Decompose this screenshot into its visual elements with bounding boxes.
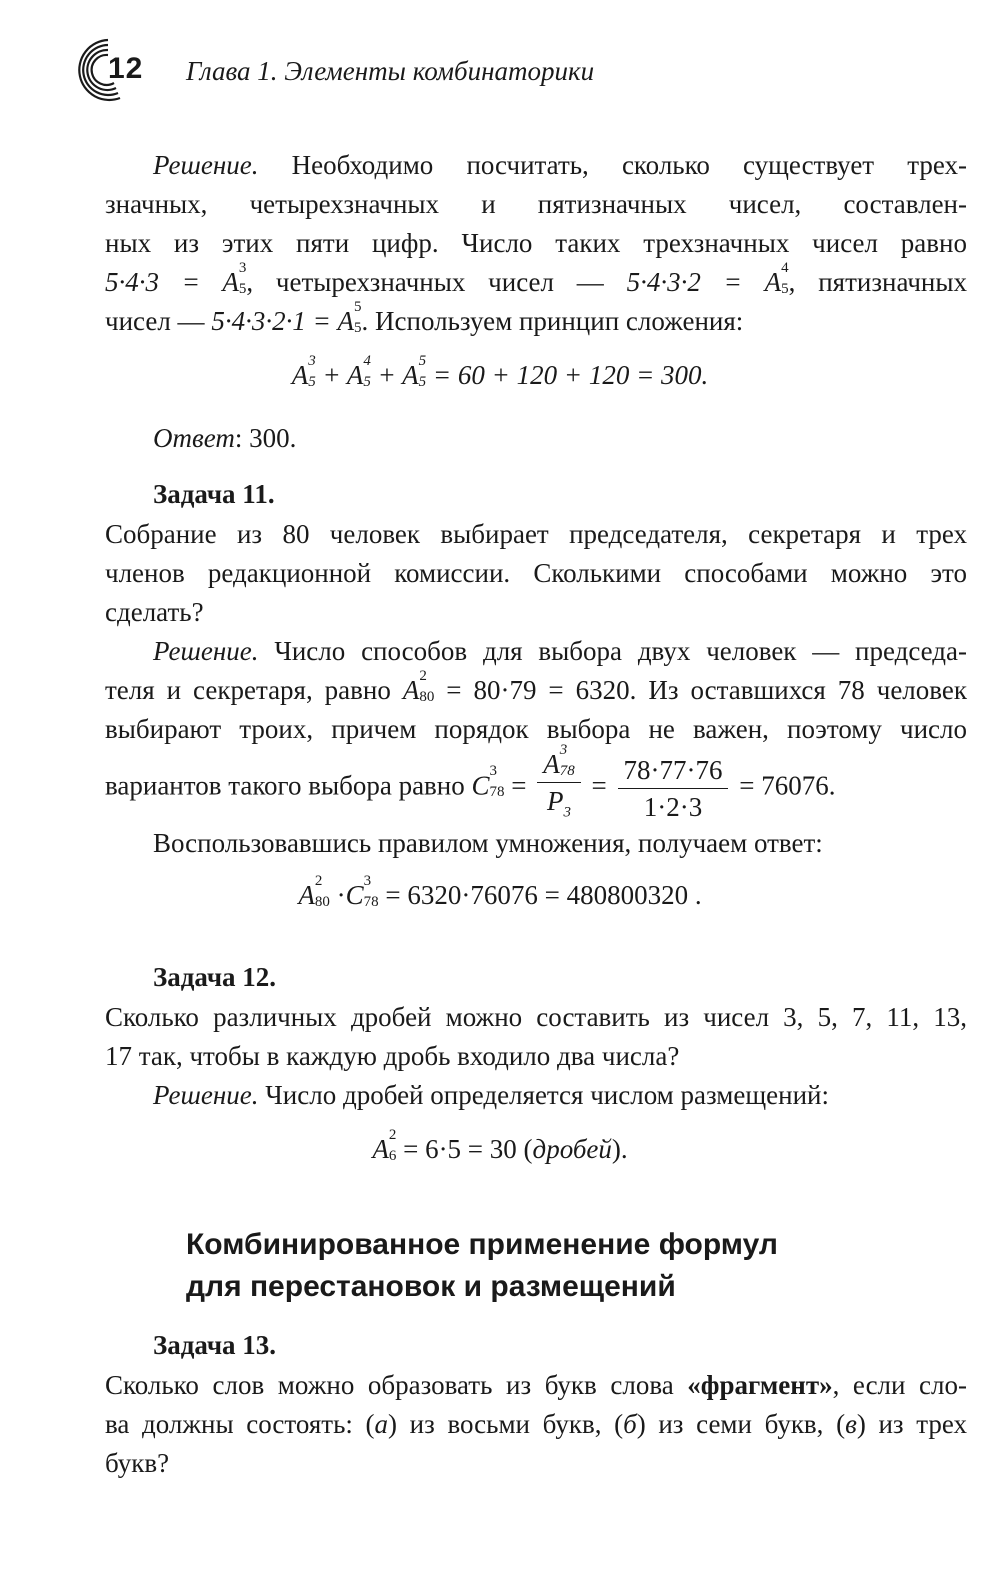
- fraction: $\frac{78\cdot 77\cdot 76}{1\cdot 2\cdot 3}$: [618, 754, 729, 823]
- task-title: Задача 13.: [153, 1330, 277, 1360]
- text: чисел —: [105, 306, 212, 336]
- text-line: Собрание из 80 человек выбирает председателя, секретаря и трех: [105, 519, 967, 549]
- text-line: [105, 632, 967, 671]
- equation-fractions: A 2 6 = 6·5 = 30 (дробей).: [372, 1126, 628, 1164]
- fraction: A 3 78 $P_3$: [537, 748, 581, 828]
- task-title: Задача 11.: [153, 479, 275, 509]
- text-line: выбирают троих, причем порядок выбора не важен, поэтому число: [105, 714, 967, 744]
- text-line-fraction: вариантов такого выбора равно C 3 78 = A 3 78 $P_3$ = $\frac{78\cdot 77\cdot 76}{1\cdot 2\cdot 3}$ = 76076.: [105, 748, 967, 828]
- text-line: 17 так, чтобы в каждую дробь входило два числа?: [105, 1041, 680, 1071]
- formula: 5·4·3·2·1 = A: [211, 306, 355, 336]
- text: Число дробей определяется числом размещений:: [265, 1080, 829, 1110]
- answer-line: [153, 419, 953, 458]
- text-line: членов редакционной комиссии. Сколькими способами можно это: [105, 558, 967, 588]
- text-line: [105, 1076, 967, 1115]
- formula: 5·4·3·2 = A: [626, 267, 782, 297]
- text-line: сделать?: [105, 597, 204, 627]
- page-header: [68, 36, 948, 106]
- text: Число способов для выбора двух человек — председа-: [274, 636, 968, 666]
- text-line: [105, 146, 967, 185]
- text-line: ных из этих пяти цифр. Число таких трехзначных чисел равно: [105, 228, 967, 258]
- solution-label: Решение.: [153, 636, 259, 666]
- script: 5 5: [354, 298, 362, 336]
- answer-label: Ответ: [153, 423, 235, 453]
- equation-sum: A 3 5 + A 4 5 + A 5 5 = 60 + 120 + 120 = 300.: [291, 352, 709, 390]
- solution-label: Решение.: [153, 1080, 259, 1110]
- solution-label: Решение.: [153, 150, 259, 180]
- running-head: Глава 1. Элементы комбинаторики: [186, 56, 595, 86]
- text-line: Воспользовавшись правилом умножения, получаем ответ:: [153, 828, 823, 858]
- task-title: Задача 12.: [153, 962, 277, 992]
- equation-product: A 2 80 ·C 3 78 = 6320·76076 = 480800320 .: [298, 872, 702, 910]
- text-line: теля и секретаря, равно A 2 80 = 80·79 = 6320. Из оставшихся 78 человек: [105, 667, 967, 705]
- text: , четырехзначных чисел —: [246, 267, 627, 297]
- text-line: ва должны состоять: (а) из восьми букв, (б) из семи букв, (в) из трех: [105, 1409, 967, 1439]
- text-line: букв?: [105, 1448, 170, 1478]
- page-number: 12: [108, 52, 144, 85]
- formula: 5·4·3 = A: [105, 267, 239, 297]
- text: , пятизначных: [788, 267, 968, 297]
- script: 4 5: [781, 259, 789, 297]
- text-line: Сколько слов можно образовать из букв слова «фрагмент», если сло-: [105, 1370, 968, 1400]
- text: . Используем принцип сложения:: [361, 306, 744, 336]
- section-heading: Комбинированное применение формул для перестановок и размещений: [186, 1228, 778, 1303]
- text-line: значных, четырехзначных и пятизначных чисел, составлен-: [105, 189, 967, 219]
- text-line: [105, 259, 968, 302]
- text-line: Сколько различных дробей можно составить из чисел 3, 5, 7, 11, 13,: [105, 1002, 967, 1032]
- text-line: [105, 298, 967, 341]
- script: 3 5: [238, 259, 247, 297]
- text: Необходимо посчитать, сколько существует трех-: [291, 150, 967, 180]
- answer-value: : 300.: [234, 423, 297, 453]
